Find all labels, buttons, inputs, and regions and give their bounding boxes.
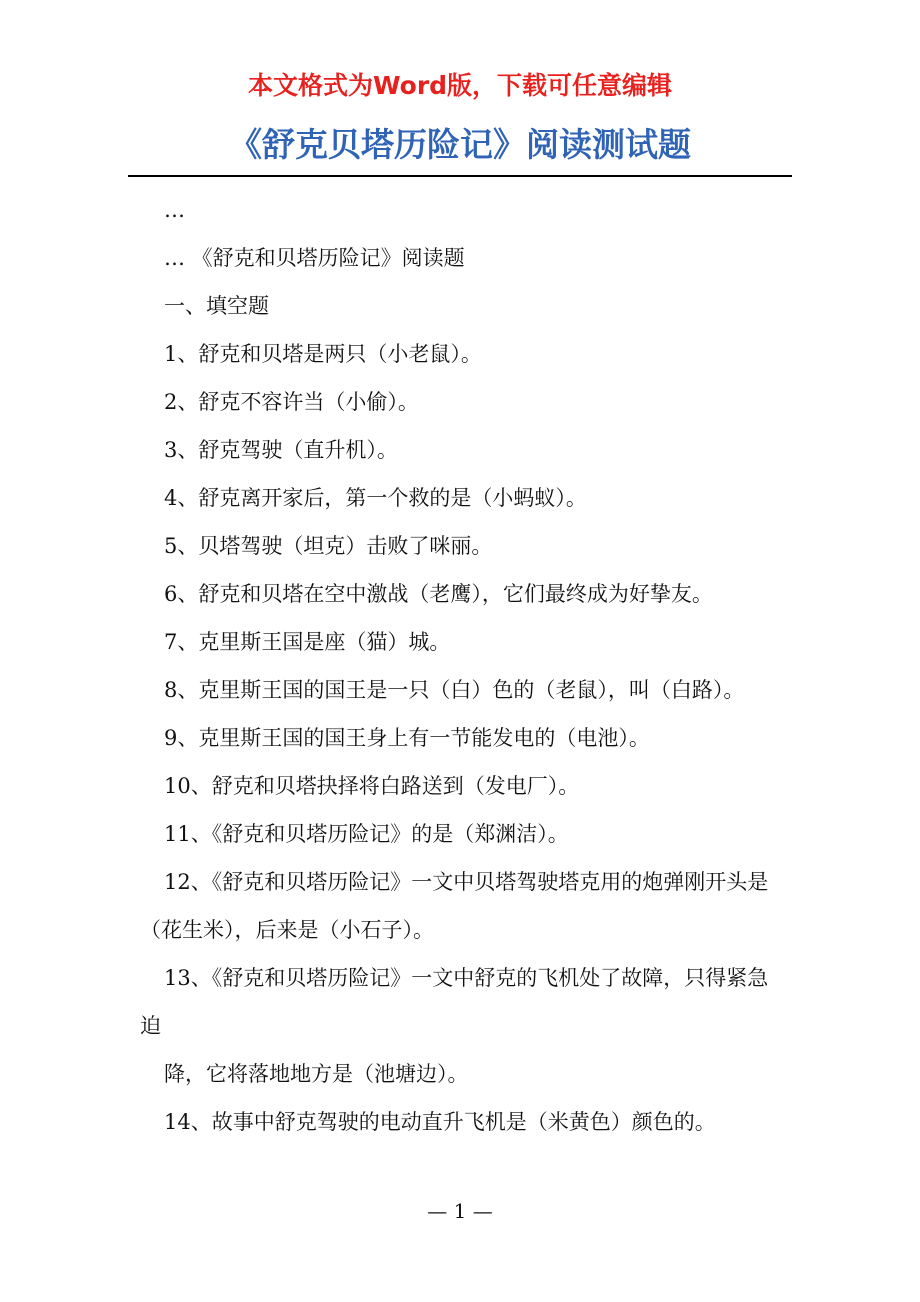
question-item-12: 12、《舒克和贝塔历险记》一文中贝塔驾驶塔克用的炮弹刚开头是（花生米），后来是（小石子）。 (140, 870, 769, 942)
format-banner: 本文格式为Word版，下载可任意编辑 (247, 71, 673, 100)
question-item-2: 2、舒克不容许当（小偷）。 (164, 390, 419, 414)
document-body (140, 186, 784, 1146)
question-item-13-continued: 降，它将落地地方是（池塘边）。 (164, 1062, 469, 1086)
question-item-6: 6、舒克和贝塔在空中激战（老鹰），它们最终成为好挚友。 (164, 582, 713, 606)
question-item-1: 1、舒克和贝塔是两只（小老鼠）。 (164, 342, 482, 366)
question-item-11: 11、《舒克和贝塔历险记》的是（郑渊洁）。 (164, 822, 569, 846)
paragraph-ellipsis: … (164, 198, 185, 222)
question-item-9: 9、克里斯王国的国王身上有一节能发电的（电池）。 (164, 726, 650, 750)
question-item-4: 4、舒克离开家后，第一个救的是（小蚂蚁）。 (164, 486, 587, 510)
question-item-3: 3、舒克驾驶（直升机）。 (164, 438, 398, 462)
question-item-14: 14、故事中舒克驾驶的电动直升飞机是（米黄色）颜色的。 (164, 1110, 716, 1134)
header-rule (128, 175, 792, 177)
question-item-8: 8、克里斯王国的国王是一只（白）色的（老鼠），叫（白路）。 (164, 678, 745, 702)
question-item-13: 13、《舒克和贝塔历险记》一文中舒克的飞机处了故障，只得紧急迫 (140, 966, 769, 1038)
paragraph-section-heading: … 《舒克和贝塔历险记》阅读题 (164, 246, 465, 270)
paragraph-question-type: 一、填空题 (164, 294, 269, 318)
question-item-10: 10、舒克和贝塔抉择将白路送到（发电厂）。 (164, 774, 580, 798)
document-title: 《舒克贝塔历险记》阅读测试题 (229, 125, 691, 164)
page-number: — 1 — (427, 1199, 493, 1223)
question-item-5: 5、贝塔驾驶（坦克）击败了咪丽。 (164, 534, 493, 558)
question-item-7: 7、克里斯王国是座（猫）城。 (164, 630, 451, 654)
